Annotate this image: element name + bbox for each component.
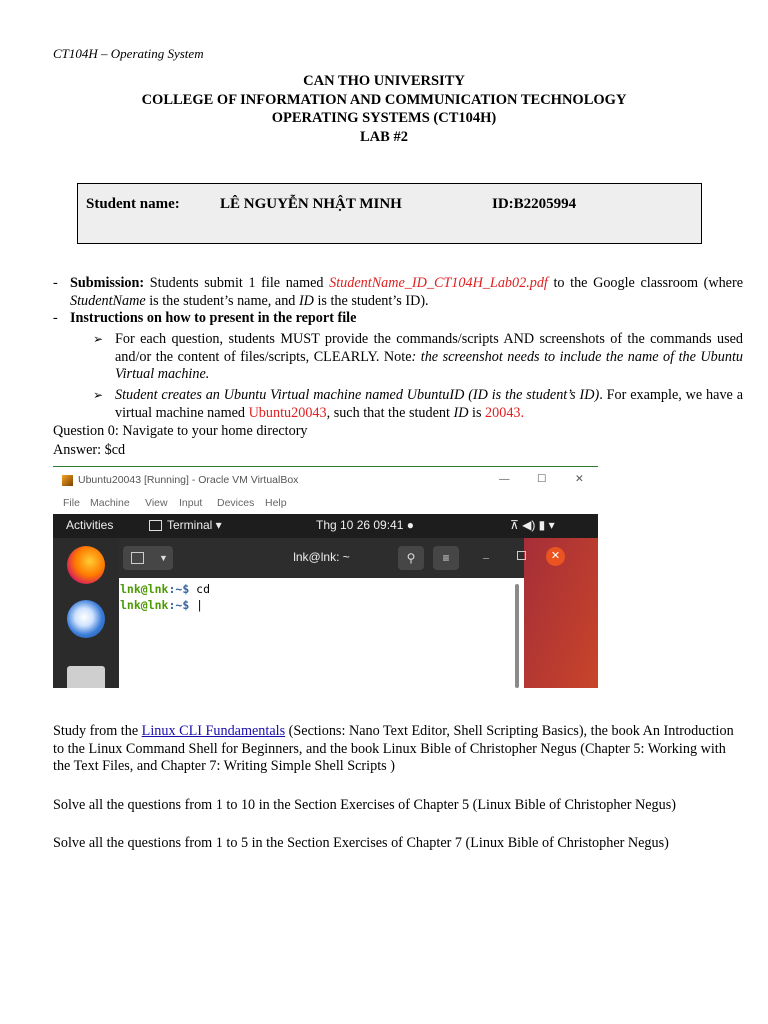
course-title: OPERATING SYSTEMS (CT104H) <box>271 110 497 126</box>
minimize-icon[interactable]: — <box>499 473 510 485</box>
bullet-italic: ID <box>453 404 469 421</box>
prompt-user: lnk@lnk <box>120 582 169 596</box>
system-tray[interactable]: ⊼ ◀) ▮ ▾ <box>510 518 555 532</box>
title-block <box>0 72 768 146</box>
instruction-bullet-1 <box>53 331 743 384</box>
firefox-icon[interactable] <box>67 546 105 584</box>
instructions-heading <box>53 310 743 328</box>
instructions-label: Instructions on how to present in the report file <box>70 310 357 326</box>
list-dash: - <box>53 310 58 326</box>
gnome-topbar <box>53 514 598 538</box>
submission-id-word: ID <box>298 292 314 309</box>
submission-studentname: StudentName <box>70 292 146 309</box>
submission-text: is the student’s ID). <box>313 292 429 309</box>
menu-machine[interactable]: Machine <box>90 497 130 509</box>
command-text: | <box>189 598 204 612</box>
terminal-close-icon[interactable]: ✕ <box>546 547 565 566</box>
terminal-app-icon <box>149 520 162 531</box>
menu-devices[interactable]: Devices <box>217 497 255 509</box>
submission-text: is the student’s name, and <box>145 292 299 309</box>
solve-chapter-7: Solve all the questions from 1 to 5 in the Section Exercises of Chapter 7 (Linux Bible of Christopher Negus) <box>53 835 669 851</box>
bullet-text: . For example, we have a virtual machine named <box>115 387 743 421</box>
list-dash: - <box>53 275 58 291</box>
dock <box>53 538 119 688</box>
instruction-bullet-2 <box>53 387 743 422</box>
lab-title: LAB #2 <box>360 128 408 145</box>
college-title: COLLEGE OF INFORMATION AND COMMUNICATION TECHNOLOGY <box>141 91 627 108</box>
study-text: (Sections: Nano Text Editor, Shell Scripting Basics), the book An Introduction to the Linux Command Shell for Beginners, and the book Linux Bible of Christopher Negus (Chapter 5: Working with the Text Files, and Chapter 7: Writing Simple Shell Scripts ) <box>53 723 734 774</box>
study-text: Study from the <box>53 723 142 739</box>
menu-input[interactable]: Input <box>179 497 203 509</box>
bullet-text: For each question, students MUST provide the commands/scripts AND screenshots of the commands used and/or the content of files/scripts, CLEARLY. Note <box>115 331 743 365</box>
terminal-headerbar <box>119 538 524 578</box>
arrow-bullet-icon: ➢ <box>93 388 104 402</box>
menu-button[interactable] <box>433 546 459 570</box>
terminal-maximize-icon[interactable] <box>517 551 526 560</box>
command-text: cd <box>189 582 211 596</box>
bullet-italic: Student creates an Ubuntu Virtual machine named UbuntuID (ID is the student’s ID) <box>115 387 600 403</box>
bullet-italic: : the screenshot needs to include the name of the Ubuntu Virtual machine. <box>115 348 743 382</box>
submission-text: Students submit 1 file named <box>144 275 330 291</box>
submission-filename: StudentName_ID_CT104H_Lab02.pdf <box>329 275 548 291</box>
screenshot-virtualbox <box>53 466 598 688</box>
submission-label: Submission: <box>70 275 145 291</box>
university-title: CAN THO UNIVERSITY <box>303 73 465 89</box>
clock[interactable]: Thg 10 26 09:41 ● <box>316 518 414 532</box>
terminal-title: lnk@lnk: ~ <box>293 550 350 564</box>
student-id: ID:B2205994 <box>492 196 577 212</box>
submission-paragraph <box>53 275 743 310</box>
terminal-line <box>120 598 203 612</box>
menu-view[interactable]: View <box>145 497 168 509</box>
student-name-value: LÊ NGUYỄN NHẬT MINH <box>220 196 402 212</box>
course-header: CT104H – Operating System <box>53 46 204 61</box>
window-title: Ubuntu20043 [Running] - Oracle VM VirtualBox <box>78 474 299 486</box>
activities-button[interactable]: Activities <box>66 518 114 532</box>
search-button[interactable] <box>398 546 424 570</box>
student-name-label: Student name: <box>86 196 180 212</box>
bullet-text: , such that the student <box>326 404 454 421</box>
terminal-minimize-icon[interactable]: – <box>483 550 489 564</box>
bullet-text: is <box>468 404 486 421</box>
menu-help[interactable]: Help <box>265 497 287 509</box>
submission-text: to the Google classroom (where <box>547 275 743 291</box>
prompt-path: :~$ <box>168 582 190 596</box>
arrow-bullet-icon: ➢ <box>93 332 104 346</box>
terminal-body[interactable] <box>119 578 524 688</box>
vm-name-example: Ubuntu20043 <box>248 404 327 421</box>
terminal-scrollbar[interactable] <box>515 584 519 688</box>
virtualbox-titlebar <box>53 466 598 495</box>
terminal-line <box>120 582 210 596</box>
files-icon[interactable] <box>67 666 105 688</box>
chevron-down-icon: ▼ <box>159 553 168 563</box>
prompt-user: lnk@lnk <box>120 598 169 612</box>
maximize-icon[interactable]: ☐ <box>537 473 547 485</box>
study-paragraph <box>53 723 743 776</box>
hamburger-icon: ≡ <box>442 551 450 565</box>
terminal-app-menu[interactable]: Terminal ▾ <box>167 518 222 532</box>
thunderbird-icon[interactable] <box>67 600 105 638</box>
question-0: Question 0: Navigate to your home directory <box>53 423 308 439</box>
terminal-window <box>119 538 561 688</box>
linux-cli-link[interactable]: Linux CLI Fundamentals <box>141 723 286 739</box>
solve-chapter-5: Solve all the questions from 1 to 10 in the Section Exercises of Chapter 5 (Linux Bible of Christopher Negus) <box>53 797 676 813</box>
answer-0: Answer: $cd <box>53 442 126 458</box>
virtualbox-menubar <box>53 494 598 514</box>
virtualbox-logo-icon <box>62 475 73 486</box>
id-example: 20043. <box>485 404 525 421</box>
prompt-path: :~$ <box>168 598 190 612</box>
menu-file[interactable]: File <box>63 497 80 509</box>
search-icon: ⚲ <box>406 551 416 565</box>
student-info-box <box>77 183 702 244</box>
close-icon[interactable]: ✕ <box>575 473 584 485</box>
